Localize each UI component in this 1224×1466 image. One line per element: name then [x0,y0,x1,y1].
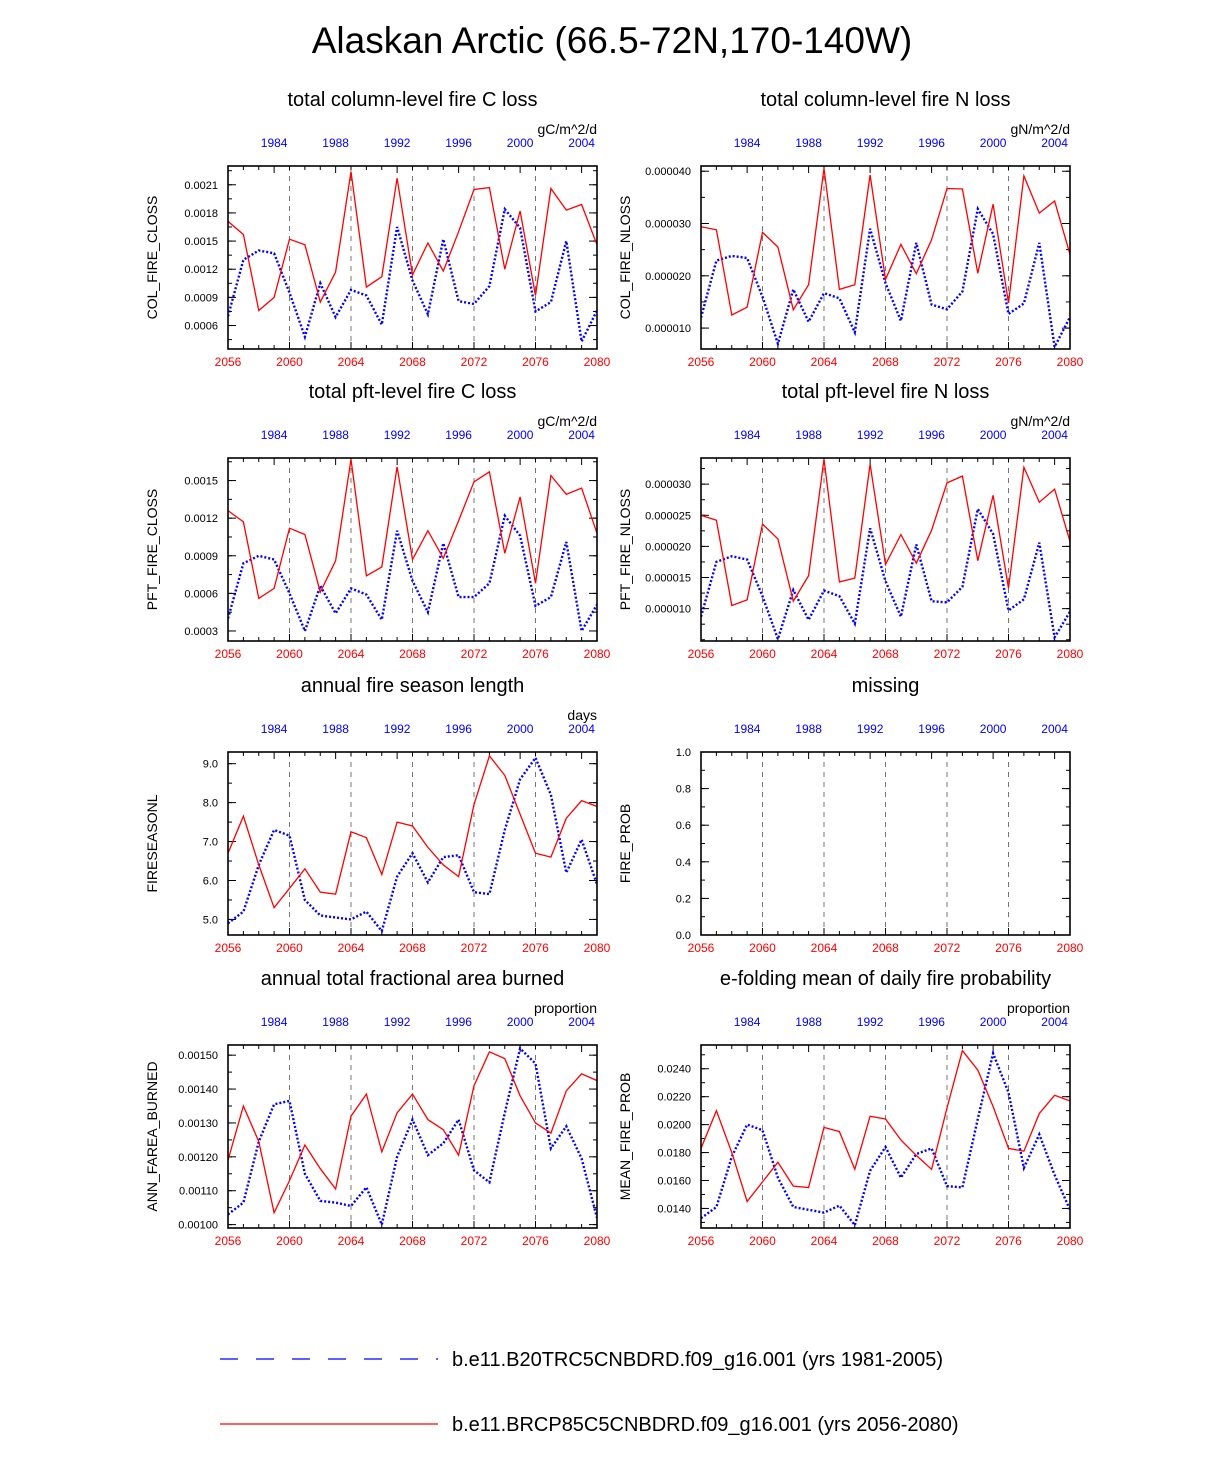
x-tick-label-bottom: 2076 [522,1234,549,1248]
x-tick-label-bottom: 2072 [460,941,488,955]
x-tick-label-top: 2000 [979,136,1007,150]
x-tick-label-bottom: 2060 [276,1234,303,1248]
x-tick-label-bottom: 2068 [399,647,426,661]
x-tick-label-bottom: 2076 [522,941,549,955]
x-tick-label-bottom: 2072 [933,1234,961,1248]
x-tick-label-top: 1988 [795,428,822,442]
x-tick-label-bottom: 2080 [1056,1234,1084,1248]
x-tick-label-top: 1984 [733,136,761,150]
panel-title: missing [851,675,920,697]
y-axis-label: ANN_FAREA_BURNED [144,1061,160,1212]
y-axis-label: MEAN_FIRE_PROB [617,1072,633,1201]
x-tick-label-bottom: 2060 [749,941,776,955]
x-tick-label-bottom: 2068 [399,1234,426,1248]
x-tick-label-bottom: 2076 [522,355,549,369]
x-tick-label-bottom: 2064 [810,1234,838,1248]
legend-label-series1: b.e11.B20TRC5CNBDRD.f09_g16.001 (yrs 1981-2005) [452,1349,944,1371]
y-tick-label: 0.0018 [184,207,218,220]
x-tick-label-bottom: 2080 [583,1234,611,1248]
x-tick-label-top: 1992 [383,428,411,442]
y-tick-label: 0.0012 [184,513,218,526]
x-tick-label-bottom: 2064 [337,941,365,955]
y-tick-label: 0.0140 [657,1203,691,1216]
x-tick-label-top: 1984 [260,428,288,442]
legend [220,1349,959,1436]
chart-panel-2 [617,89,1084,369]
y-tick-label: 0.000025 [645,510,691,523]
chart-panels [144,89,1084,1248]
panel-title: total pft-level fire N loss [781,381,990,403]
x-tick-label-bottom: 2080 [1056,355,1084,369]
y-tick-label: 0.0006 [184,588,218,601]
x-tick-label-top: 1996 [445,722,472,736]
y-axis-label: FIRE_PROB [617,803,633,884]
y-tick-label: 0.0 [675,930,691,942]
x-tick-label-bottom: 2060 [749,1234,776,1248]
x-tick-label-bottom: 2076 [995,941,1022,955]
y-tick-label: 0.0015 [184,475,218,488]
x-tick-label-top: 2000 [979,722,1007,736]
y-axis-label: FIRESEASONL [144,794,160,893]
chart-panel-7 [144,968,611,1248]
y-tick-label: 0.00130 [178,1117,218,1130]
chart-panel-1 [144,89,611,369]
y-axis-label: COL_FIRE_CLOSS [144,195,160,320]
x-tick-label-top: 1992 [383,722,411,736]
x-tick-label-top: 1988 [795,1015,822,1029]
y-tick-label: 8.0 [202,797,218,810]
y-tick-label: 0.000040 [645,166,691,179]
x-tick-label-top: 1992 [383,136,411,150]
x-tick-label-bottom: 2056 [214,941,242,955]
x-tick-label-top: 1996 [918,722,945,736]
y-tick-label: 0.0240 [657,1063,691,1076]
y-tick-label: 0.0006 [184,320,218,333]
y-tick-label: 0.0021 [184,179,218,192]
x-tick-label-bottom: 2076 [995,355,1022,369]
panel-title: e-folding mean of daily fire probability [719,968,1052,990]
x-tick-label-top: 1988 [795,136,822,150]
y-tick-label: 0.00120 [178,1151,218,1164]
y-tick-label: 0.8 [675,783,691,796]
y-tick-label: 0.0160 [657,1175,691,1188]
x-tick-label-top: 2004 [1041,722,1068,736]
x-tick-label-top: 1984 [733,428,761,442]
y-axis-label: PFT_FIRE_CLOSS [144,488,160,611]
y-tick-label: 0.0015 [184,236,218,249]
x-tick-label-bottom: 2064 [337,355,365,369]
x-tick-label-bottom: 2064 [810,647,838,661]
x-tick-label-bottom: 2080 [583,355,611,369]
legend-label-series2: b.e11.BRCP85C5CNBDRD.f09_g16.001 (yrs 2056-2080) [452,1414,959,1436]
x-tick-label-bottom: 2072 [460,355,488,369]
panel-title: total column-level fire C loss [287,89,538,111]
x-tick-label-top: 2004 [1041,136,1068,150]
x-tick-label-top: 1984 [260,1015,288,1029]
figure-title: Alaskan Arctic (66.5-72N,170-140W) [311,20,913,61]
x-tick-label-bottom: 2080 [1056,647,1084,661]
x-tick-label-top: 2004 [568,136,595,150]
x-tick-label-bottom: 2068 [399,355,426,369]
x-tick-label-bottom: 2056 [214,1234,242,1248]
x-tick-label-bottom: 2064 [337,647,365,661]
x-tick-label-top: 1996 [918,1015,945,1029]
x-tick-label-bottom: 2068 [399,941,426,955]
x-tick-label-bottom: 2056 [214,355,242,369]
x-tick-label-bottom: 2068 [872,941,899,955]
x-tick-label-top: 1984 [260,136,288,150]
y-tick-label: 0.0009 [184,292,218,305]
chart-panel-6 [617,675,1084,955]
x-tick-label-top: 2000 [506,428,534,442]
y-tick-label: 0.000030 [645,218,691,231]
x-tick-label-bottom: 2064 [810,355,838,369]
x-tick-label-bottom: 2072 [933,941,961,955]
x-tick-label-top: 1988 [322,1015,349,1029]
y-tick-label: 0.0003 [184,625,218,638]
y-tick-label: 0.6 [675,820,691,833]
x-tick-label-bottom: 2076 [995,647,1022,661]
y-tick-label: 0.0009 [184,550,218,563]
y-tick-label: 0.000010 [645,603,691,616]
y-tick-label: 0.000020 [645,541,691,554]
chart-panel-4 [617,381,1084,661]
y-tick-label: 0.000010 [645,323,691,336]
x-tick-label-bottom: 2072 [460,647,488,661]
x-tick-label-top: 2000 [506,136,534,150]
y-tick-label: 1.0 [675,747,691,759]
y-axis-label: COL_FIRE_NLOSS [617,195,633,320]
x-tick-label-top: 2004 [1041,1015,1068,1029]
panel-title: total pft-level fire C loss [308,381,517,403]
y-tick-label: 0.000020 [645,270,691,283]
x-tick-label-top: 1996 [918,136,945,150]
x-tick-label-bottom: 2080 [583,647,611,661]
units-label: gC/m^2/d [537,121,597,137]
panel-title: annual fire season length [300,675,525,697]
x-tick-label-bottom: 2060 [749,647,776,661]
x-tick-label-top: 1988 [322,136,349,150]
x-tick-label-bottom: 2056 [687,941,715,955]
x-tick-label-top: 2000 [506,722,534,736]
x-tick-label-bottom: 2072 [460,1234,488,1248]
x-tick-label-bottom: 2056 [687,647,715,661]
units-label: gC/m^2/d [537,413,597,429]
x-tick-label-top: 1996 [918,428,945,442]
x-tick-label-bottom: 2076 [522,647,549,661]
x-tick-label-bottom: 2068 [872,1234,899,1248]
x-tick-label-bottom: 2060 [276,647,303,661]
x-tick-label-top: 1988 [795,722,822,736]
units-label: days [567,707,597,723]
units-label: gN/m^2/d [1010,413,1070,429]
x-tick-label-top: 1992 [856,722,884,736]
x-tick-label-bottom: 2072 [933,647,961,661]
x-tick-label-top: 1996 [445,1015,472,1029]
units-label: proportion [533,1000,597,1016]
x-tick-label-top: 1996 [445,136,472,150]
y-tick-label: 0.2 [675,893,691,906]
x-tick-label-top: 1996 [445,428,472,442]
x-tick-label-bottom: 2060 [276,941,303,955]
x-tick-label-bottom: 2076 [995,1234,1022,1248]
x-tick-label-bottom: 2060 [749,355,776,369]
y-tick-label: 0.00100 [178,1219,218,1232]
x-tick-label-top: 1984 [733,722,761,736]
y-tick-label: 6.0 [202,875,218,888]
x-tick-label-top: 1988 [322,428,349,442]
y-tick-label: 0.00150 [178,1050,218,1063]
x-tick-label-bottom: 2068 [872,647,899,661]
x-tick-label-top: 2000 [979,428,1007,442]
x-tick-label-bottom: 2068 [872,355,899,369]
y-tick-label: 7.0 [202,836,218,849]
chart-panel-3 [144,381,611,661]
x-tick-label-top: 1984 [733,1015,761,1029]
x-tick-label-bottom: 2056 [687,1234,715,1248]
y-tick-label: 5.0 [202,914,218,927]
y-tick-label: 0.0200 [657,1119,691,1132]
x-tick-label-bottom: 2056 [687,355,715,369]
chart-panel-5 [144,675,611,955]
x-tick-label-top: 2004 [568,428,595,442]
y-tick-label: 0.000015 [645,572,691,585]
y-tick-label: 0.0012 [184,264,218,277]
x-tick-label-top: 2004 [568,722,595,736]
x-tick-label-top: 1992 [856,428,884,442]
units-label: gN/m^2/d [1010,121,1070,137]
y-tick-label: 9.0 [202,758,218,771]
y-tick-label: 0.4 [675,856,691,869]
x-tick-label-top: 2004 [568,1015,595,1029]
x-tick-label-bottom: 2064 [810,941,838,955]
x-tick-label-top: 2004 [1041,428,1068,442]
chart-panel-8 [617,968,1084,1248]
x-tick-label-top: 1992 [383,1015,411,1029]
x-tick-label-top: 1992 [856,136,884,150]
x-tick-label-top: 2000 [979,1015,1007,1029]
x-tick-label-top: 1984 [260,722,288,736]
y-tick-label: 0.0220 [657,1091,691,1104]
y-tick-label: 0.000030 [645,479,691,492]
y-axis-label: PFT_FIRE_NLOSS [617,488,633,611]
x-tick-label-top: 2000 [506,1015,534,1029]
x-tick-label-bottom: 2080 [1056,941,1084,955]
x-tick-label-bottom: 2060 [276,355,303,369]
x-tick-label-top: 1988 [322,722,349,736]
x-tick-label-bottom: 2072 [933,355,961,369]
panel-title: annual total fractional area burned [260,968,565,990]
units-label: proportion [1006,1000,1070,1016]
x-tick-label-bottom: 2064 [337,1234,365,1248]
x-tick-label-bottom: 2080 [583,941,611,955]
y-tick-label: 0.00110 [179,1185,218,1198]
y-tick-label: 0.0180 [657,1147,691,1160]
x-tick-label-bottom: 2056 [214,647,242,661]
x-tick-label-top: 1992 [856,1015,884,1029]
y-tick-label: 0.00140 [178,1084,218,1097]
panel-title: total column-level fire N loss [760,89,1011,111]
